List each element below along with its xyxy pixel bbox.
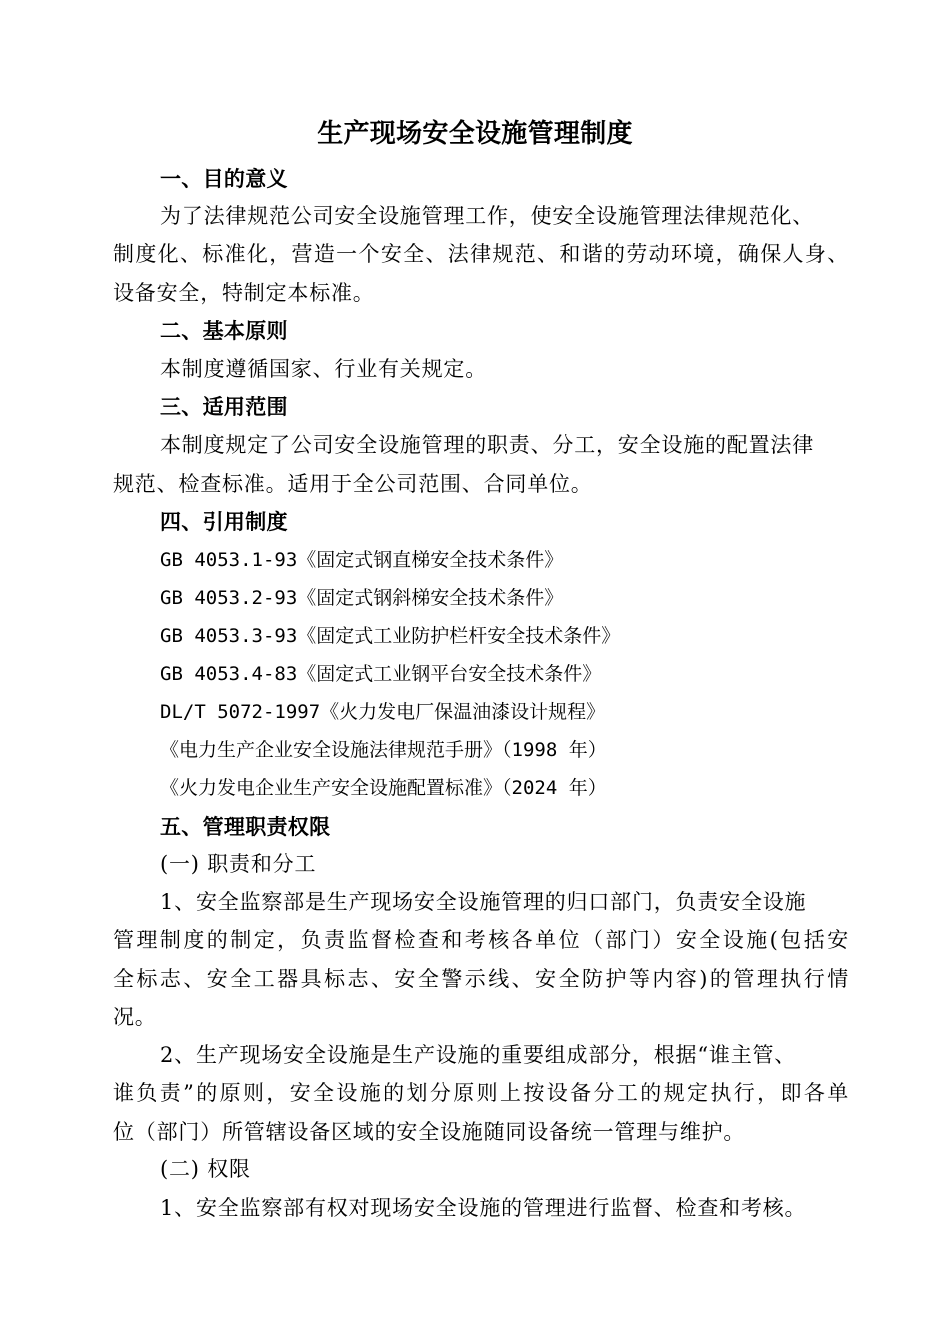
paragraph-line: 规范、检查标准。适用于全公司范围、合同单位。 [113, 472, 593, 496]
section-heading-scope: 三、适用范围 [160, 395, 288, 419]
reference-item: 《火力发电企业生产安全设施配置标准》（2024 年） [160, 777, 607, 799]
paragraph-line: 本制度遵循国家、行业有关规定。 [160, 357, 487, 381]
subsection-heading-authority: (二) 权限 [160, 1157, 251, 1181]
paragraph-line: 位（部门）所管辖设备区域的安全设施随同设备统一管理与维护。 [113, 1120, 746, 1144]
paragraph-line: 管理制度的制定，负责监督检查和考核各单位（部门）安全设施(包括安 [113, 928, 849, 952]
page-title: 生产现场安全设施管理制度 [317, 119, 633, 149]
reference-item: 《电力生产企业安全设施法律规范手册》（1998 年） [160, 739, 607, 761]
paragraph-line: 2、生产现场安全设施是生产设施的重要组成部分，根据“谁主管、 [160, 1043, 797, 1067]
paragraph-line: 1、安全监察部有权对现场安全设施的管理进行监督、检查和考核。 [160, 1196, 807, 1220]
paragraph-line: 为了法律规范公司安全设施管理工作，使安全设施管理法律规范化、 [160, 204, 814, 228]
paragraph-line: 况。 [113, 1005, 157, 1029]
paragraph-line: 谁负责”的原则，安全设施的划分原则上按设备分工的规定执行，即各单 [113, 1081, 849, 1105]
paragraph-line: 1、安全监察部是生产现场安全设施管理的归口部门，负责安全设施 [160, 890, 807, 914]
section-heading-responsibilities: 五、管理职责权限 [160, 815, 331, 839]
paragraph-line: 设备安全，特制定本标准。 [113, 281, 375, 305]
section-heading-purpose: 一、目的意义 [160, 167, 288, 191]
paragraph-line: 本制度规定了公司安全设施管理的职责、分工，安全设施的配置法律 [160, 433, 814, 457]
reference-item: GB 4053.4-83《固定式工业钢平台安全技术条件》 [160, 663, 602, 685]
paragraph-line: 全标志、安全工器具标志、安全警示线、安全防护等内容)的管理执行情 [113, 967, 849, 991]
subsection-heading-duties: (一) 职责和分工 [160, 852, 317, 876]
reference-item: GB 4053.2-93《固定式钢斜梯安全技术条件》 [160, 587, 564, 609]
section-heading-references: 四、引用制度 [160, 510, 288, 534]
reference-item: GB 4053.3-93《固定式工业防护栏杆安全技术条件》 [160, 625, 621, 647]
section-heading-principles: 二、基本原则 [160, 319, 288, 343]
reference-item: DL/T 5072-1997《火力发电厂保温油漆设计规程》 [160, 701, 606, 723]
paragraph-line: 制度化、标准化，营造一个安全、法律规范、和谐的劳动环境，确保人身、 [113, 242, 849, 266]
reference-item: GB 4053.1-93《固定式钢直梯安全技术条件》 [160, 549, 564, 571]
